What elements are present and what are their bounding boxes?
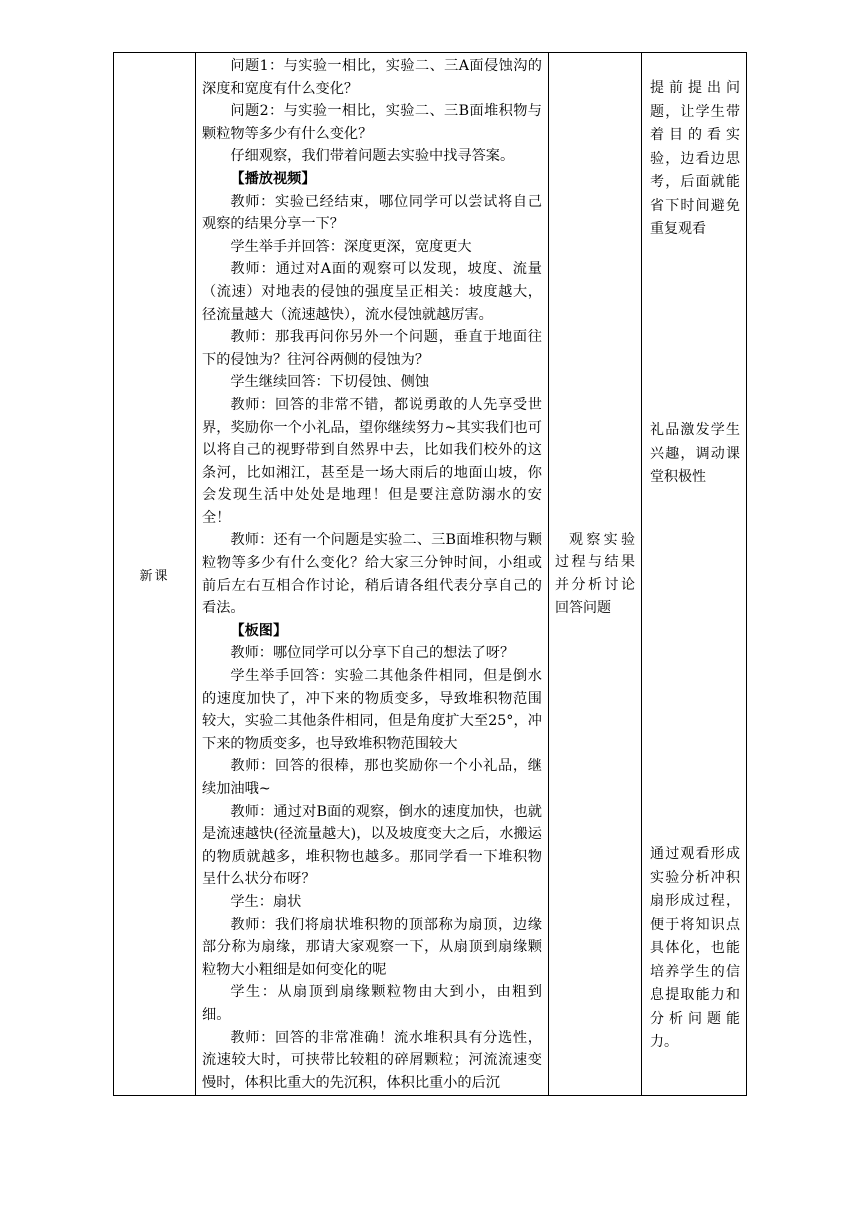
content-paragraph: 教师：还有一个问题是实验二、三B面堆积物与颗粒物等多少有什么变化？给大家三分钟时间，小组或前后左右互相合作讨论，稍后请各组代表分享自己的看法。 bbox=[202, 532, 542, 617]
design-intent-text: 通过观看形成实验分析冲积扇形成过程，便于将知识点具体化，也能培养学生的信息提取能力和分析问题能力。 bbox=[650, 846, 740, 1050]
content-paragraph: 教师：实验已经结束，哪位同学可以尝试将自己观察的结果分享一下？ bbox=[202, 193, 542, 233]
stage-label: 新课 bbox=[139, 568, 170, 584]
content-paragraph: 学生：从扇顶到扇缘颗粒物由大到小，由粗到细。 bbox=[202, 984, 542, 1023]
content-paragraph: 问题1：与实验一相比，实验二、三A面侵蚀沟的深度和宽度有什么变化？ bbox=[202, 58, 542, 97]
content-paragraph: 【播放视频】 bbox=[230, 170, 316, 187]
content-paragraph: 教师：通过对B面的观察，倒水的速度加快，也就是流速越快(径流量越大)，以及坡度变大之后，水搬运的物质就越多，堆积物也越多。那同学看一下堆积物呈什么状分布呀？ bbox=[202, 803, 542, 888]
content-paragraph: 【板图】 bbox=[230, 622, 288, 639]
content-paragraph: 学生举手并回答：深度更深，宽度更大 bbox=[230, 238, 472, 255]
stage-cell bbox=[114, 53, 196, 1096]
lesson-plan-table bbox=[113, 52, 747, 1096]
content-paragraph: 教师：哪位同学可以分享下自己的想法了呀？ bbox=[230, 645, 515, 662]
student-activity-text: 观察实验过程与结果并分析讨论回答问题 bbox=[555, 531, 635, 616]
table-row bbox=[114, 53, 747, 1096]
content-paragraph: 学生：扇状 bbox=[230, 893, 302, 910]
design-intent-text: 提前提出问题，让学生带着目的看实验，边看边思考，后面就能省下时间避免重复观看 bbox=[650, 80, 740, 237]
content-paragraph: 问题2：与实验一相比，实验二、三B面堆积物与颗粒物等多少有什么变化？ bbox=[202, 103, 542, 142]
teaching-content bbox=[202, 55, 542, 1094]
student-activity-cell bbox=[549, 53, 642, 1096]
design-intent-text: 礼品激发学生兴趣，调动课堂积极性 bbox=[650, 422, 740, 485]
content-paragraph: 教师：我们将扇状堆积物的顶部称为扇顶，边缘部分称为扇缘，那请大家观察一下，从扇顶到扇缘颗粒物大小粗细是如何变化的呢 bbox=[202, 916, 542, 978]
teaching-content-cell bbox=[196, 53, 549, 1096]
content-paragraph: 仔细观察，我们带着问题去实验中找寻答案。 bbox=[230, 148, 515, 165]
content-paragraph: 教师：回答的非常不错，都说勇敢的人先享受世界，奖励你一个小礼品，望你继续努力~其实我们也可以将自己的视野带到自然界中去，比如我们校外的这条河，比如湘江，甚至是一场大雨后的地面山坡，你会发现生活中处处是地理！但是要注意防溺水的安全！ bbox=[202, 396, 542, 526]
content-paragraph: 学生举手回答：实验二其他条件相同，但是倒水的速度加快了，冲下来的物质变多，导致堆积物范围较大，实验二其他条件相同，但是角度扩大至25°，冲下来的物质变多，也导致堆积物范围较大 bbox=[202, 668, 542, 752]
content-paragraph: 教师：回答的非常准确！流水堆积具有分选性，流速较大时，可挟带比较粗的碎屑颗粒；河流流速变慢时，体积比重大的先沉积，体积比重小的后沉 bbox=[202, 1029, 542, 1091]
content-paragraph: 教师：通过对A面的观察可以发现，坡度、流量（流速）对地表的侵蚀的强度呈正相关：坡度越大，径流量越大（流速越快），流水侵蚀就越厉害。 bbox=[202, 261, 542, 323]
content-paragraph: 教师：那我再问你另外一个问题，垂直于地面往下的侵蚀为？往河谷两侧的侵蚀为？ bbox=[202, 329, 542, 368]
content-paragraph: 学生继续回答：下切侵蚀、侧蚀 bbox=[230, 374, 430, 391]
content-paragraph: 教师：回答的很棒，那也奖励你一个小礼品，继续加油哦~ bbox=[202, 758, 542, 797]
design-intent-cell bbox=[642, 53, 747, 1096]
